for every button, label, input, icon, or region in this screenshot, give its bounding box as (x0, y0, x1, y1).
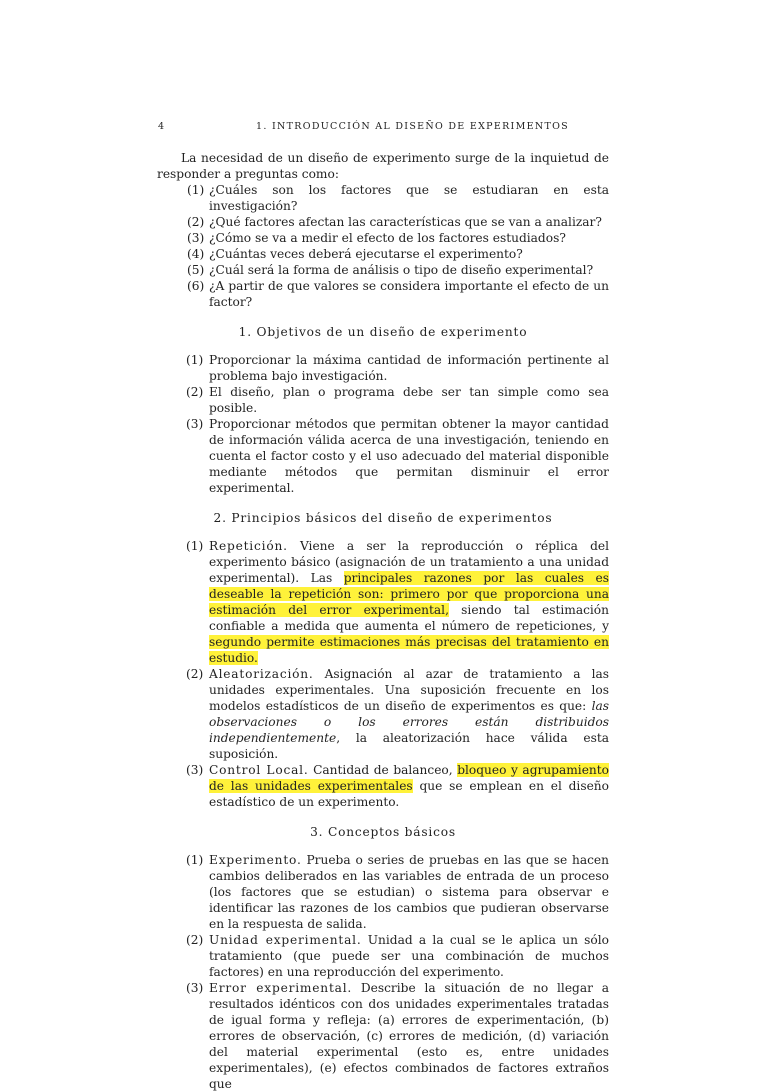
highlighted-text: principales razones por las cuales es deseable la repetición son: primero por que proporciona una estimación del error experimental, (209, 571, 609, 617)
page-number: 4 (158, 121, 166, 132)
item-text: El diseño, plan o programa debe ser tan simple como sea posible. (209, 385, 609, 415)
item-text: ¿Cuáles son los factores que se estudiaran en esta investigación? (209, 183, 609, 213)
item-text: Proporcionar la máxima cantidad de información pertinente al problema bajo investigación. (209, 353, 609, 383)
term-unidad-experimental: Unidad experimental. (209, 933, 362, 947)
item-text: Cantidad de balanceo, (308, 763, 458, 777)
item-number: (1) (187, 183, 205, 197)
item-number: (5) (187, 263, 205, 277)
item-text: Viene a ser la reproducción o réplica del experimento básico (asignación de un tratamiento a una unidad experimental). Las (209, 539, 609, 585)
item-number: (2) (186, 667, 204, 681)
list-item (157, 666, 609, 762)
highlighted-text: segundo permite estimaciones más precisas del tratamiento en estudio. (209, 635, 609, 665)
list-item (157, 762, 609, 810)
emphasized-text: las observaciones o los errores están distribuidos independientemente (209, 699, 609, 745)
page-body (157, 150, 609, 1092)
item-text: ¿Cuántas veces deberá ejecutarse el experimento? (209, 247, 523, 261)
item-text: , la aleatorización hace válida esta suposición. (209, 731, 609, 761)
list-item (157, 352, 609, 384)
section-3-title: 3. Conceptos básicos (310, 825, 456, 839)
item-text: Asignación al azar de tratamiento a las unidades experimentales. Una suposición frecuente en los modelos estadísticos de un diseño de experimentos es que: (209, 667, 609, 713)
item-text: ¿A partir de que valores se considera importante el efecto de un factor? (209, 279, 609, 309)
item-number: (1) (186, 353, 204, 367)
concepts-list (157, 852, 609, 1092)
term-control-local: Control Local. (209, 763, 309, 777)
item-text: Unidad a la cual se le aplica un sólo tratamiento (que puede ser una combinación de muchos factores) en una reproducción del experimento. (209, 933, 610, 979)
item-text: que se emplean en el diseño estadístico de un experimento. (209, 779, 609, 809)
list-item (157, 384, 609, 416)
item-text: Prueba o series de pruebas en las que se hacen cambios deliberados en las variables de entrada de un proceso (los factores que se estudian) o sistema para observar e identificar las razones de los cambios que pudieran observarse en la respuesta de salida. (209, 853, 609, 931)
item-text: siendo tal estimación confiable a medida que aumenta el número de repeticiones, y (209, 603, 609, 633)
section-1-title: 1. Objetivos de un diseño de experimento (238, 325, 528, 339)
question-list (157, 182, 609, 310)
item-text: Proporcionar métodos que permitan obtener la mayor cantidad de información válida acerca de una investigación, teniendo en cuenta el factor costo y el uso adecuado del material disponible mediante métodos que permitan disminuir el error experimental. (209, 417, 609, 495)
item-text: ¿Cuál será la forma de análisis o tipo de diseño experimental? (209, 263, 594, 277)
item-number: (2) (186, 385, 204, 399)
item-number: (4) (187, 247, 205, 261)
list-item (157, 416, 609, 496)
item-number: (1) (186, 853, 204, 867)
list-item (157, 278, 609, 310)
item-number: (2) (187, 215, 205, 229)
item-number: (2) (186, 933, 204, 947)
list-item (157, 932, 609, 980)
list-item (157, 214, 609, 230)
item-text: ¿Cómo se va a medir el efecto de los factores estudiados? (209, 231, 566, 245)
term-experimento: Experimento. (209, 853, 302, 867)
item-number: (3) (186, 763, 204, 777)
item-number: (3) (186, 417, 204, 431)
list-item (157, 262, 609, 278)
objectives-list (157, 352, 609, 496)
term-aleatorizacion: Aleatorización. (209, 667, 314, 681)
list-item (157, 852, 609, 932)
section-2-title: 2. Principios básicos del diseño de experimentos (213, 511, 553, 525)
chapter-title: 1. INTRODUCCIÓN AL DISEÑO DE EXPERIMENTOS (256, 121, 569, 132)
item-text: Describe la situación de no llegar a resultados idénticos con dos unidades experimentales tratadas de igual forma y refleja: (a) errores de experimentación, (b) errores de observación, (c) errores de medición, (d) variación del material experimental (esto es, entre unidades experimentales), (e) efectos combinados de factores extraños que (209, 981, 609, 1091)
term-error-experimental: Error experimental. (209, 981, 353, 995)
list-item (157, 980, 609, 1092)
item-text: ¿Qué factores afectan las características que se van a analizar? (209, 215, 602, 229)
item-number: (1) (186, 539, 204, 553)
list-item (157, 538, 609, 666)
item-number: (6) (187, 279, 205, 293)
principles-list (157, 538, 609, 810)
list-item (157, 246, 609, 262)
item-number: (3) (186, 981, 204, 995)
intro-paragraph: La necesidad de un diseño de experimento surge de la inquietud de responder a preguntas como: (157, 151, 609, 181)
term-repeticion: Repetición. (209, 539, 288, 553)
item-number: (3) (187, 231, 205, 245)
list-item (157, 182, 609, 214)
highlighted-text: bloqueo y agrupamiento de las unidades experimentales (209, 763, 609, 793)
list-item (157, 230, 609, 246)
